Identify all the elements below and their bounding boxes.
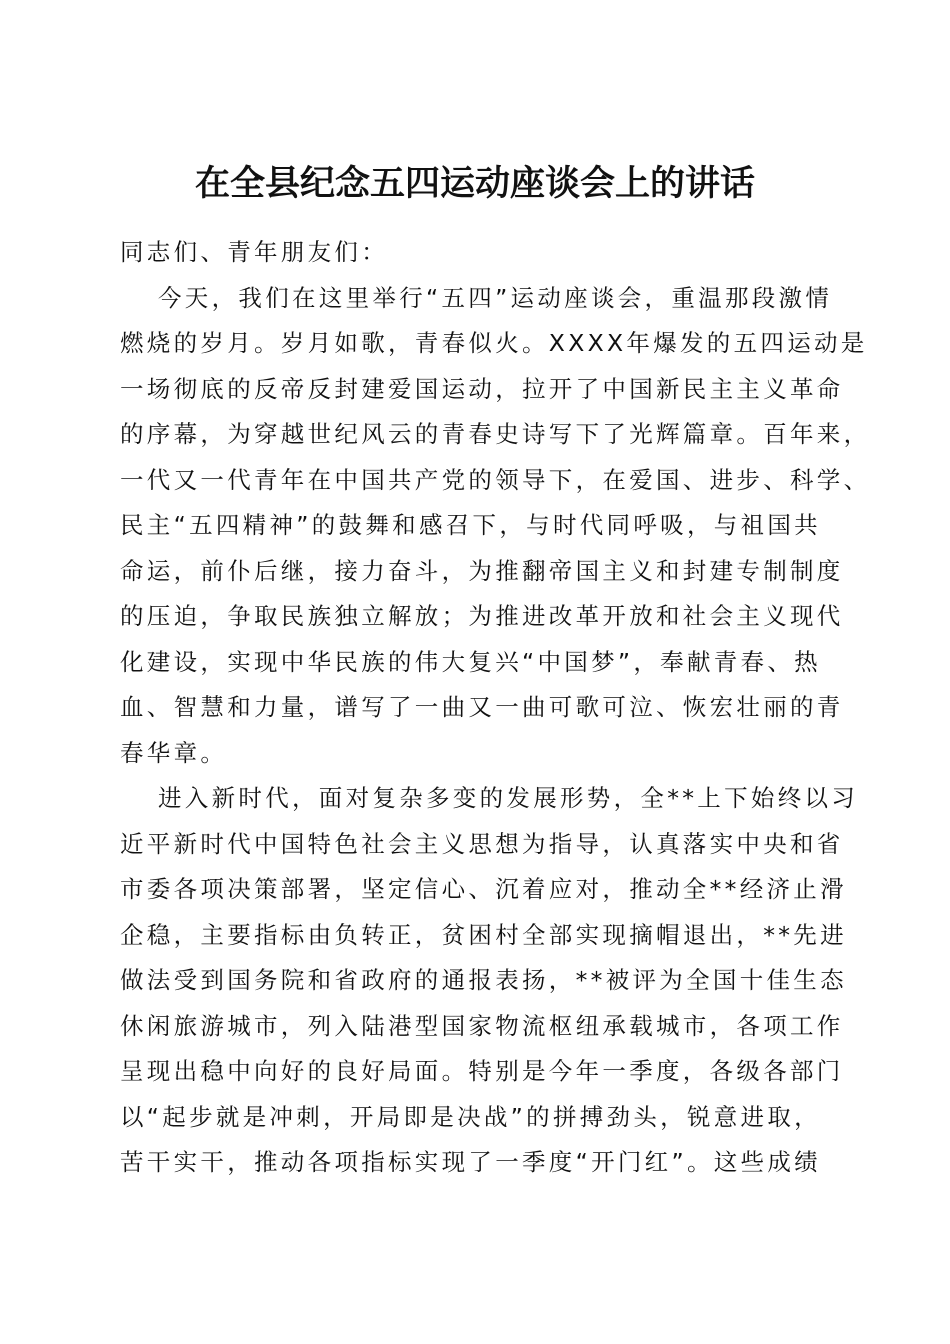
paragraph-line: 命运，前仆后继，接力奋斗，为推翻帝国主义和封建专制制度 (120, 556, 844, 585)
paragraph-1 (120, 276, 871, 777)
paragraph-line: 民主“五四精神”的鼓舞和感召下，与时代同呼吸，与祖国共 (120, 511, 821, 539)
paragraph-line: 呈现出稳中向好的良好局面。特别是今年一季度，各级各部门 (120, 1057, 844, 1085)
paragraph-2 (120, 776, 859, 1186)
paragraph-line: 化建设，实现中华民族的伟大复兴“中国梦”，奉献青春、热 (120, 647, 821, 676)
paragraph-line: 进入新时代，面对复杂多变的发展形势，全**上下始终以习 (158, 784, 859, 812)
paragraph-line: 春华章。 (120, 738, 228, 767)
document-title: 在全县纪念五四运动座谈会上的讲话 (194, 163, 755, 205)
paragraph-line: 休闲旅游城市，列入陆港型国家物流枢纽承载城市，各项工作 (120, 1011, 844, 1040)
paragraph-line: 一代又一代青年在中国共产党的领导下，在爱国、进步、科学、 (120, 465, 871, 494)
paragraph-line: 以“起步就是冲刺，开局即是决战”的拼搏劲头，锐意进取， (120, 1102, 821, 1131)
document-body (120, 230, 871, 1186)
paragraph-line: 市委各项决策部署，坚定信心、沉着应对，推动全**经济止滑 (120, 875, 847, 903)
paragraph-line: 企稳，主要指标由负转正，贫困村全部实现摘帽退出，**先进 (120, 920, 847, 949)
paragraph-line: 近平新时代中国特色社会主义思想为指导，认真落实中央和省 (120, 829, 844, 858)
paragraph-line: 的压迫，争取民族独立解放；为推进改革开放和社会主义现代 (120, 602, 844, 630)
paragraph-line: 燃烧的岁月。岁月如歌，青春似火。XXXX年爆发的五四运动是 (120, 329, 868, 357)
salutation: 同志们、青年朋友们： (120, 238, 388, 266)
paragraph-line: 的序幕，为穿越世纪风云的青春史诗写下了光辉篇章。百年来， (120, 420, 871, 448)
paragraph-line: 一场彻底的反帝反封建爱国运动，拉开了中国新民主主义革命 (120, 374, 844, 403)
paragraph-line: 苦干实干，推动各项指标实现了一季度“开门红”。这些成绩 (120, 1148, 821, 1176)
paragraph-line: 做法受到国务院和省政府的通报表扬，**被评为全国十佳生态 (120, 966, 847, 994)
paragraph-line: 今天，我们在这里举行“五四”运动座谈会，重温那段激情 (158, 283, 833, 312)
paragraph-line: 血、智慧和力量，谱写了一曲又一曲可歌可泣、恢宏壮丽的青 (120, 693, 844, 721)
